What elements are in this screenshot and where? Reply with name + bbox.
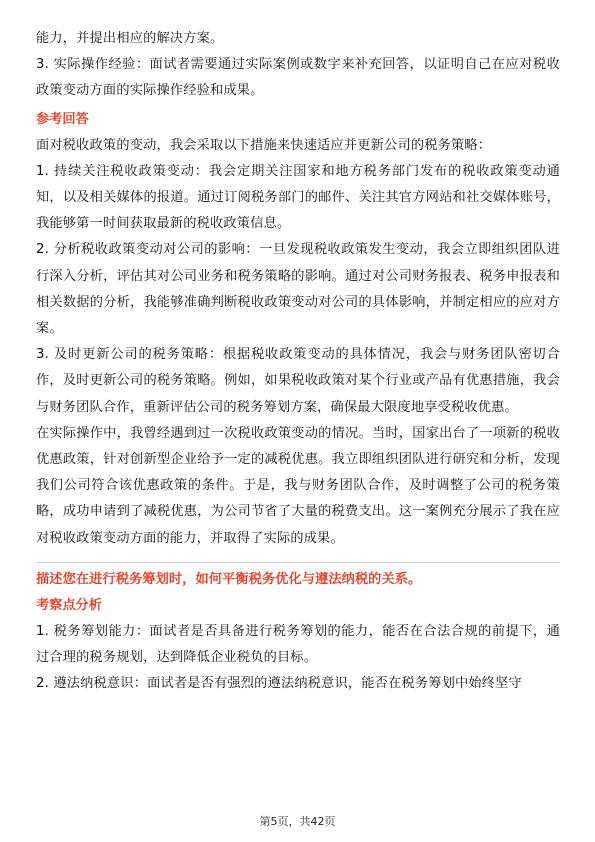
answer-paragraph: 1. 持续关注税收政策变动：我会定期关注国家和地方税务部门发布的税收政策变动通知，以及相关媒体的报道。通过订阅税务部门的邮件、关注其官方网站和社交媒体账号，我能够第一时间获取最新的税收政策信息。: [36, 163, 560, 232]
intro-paragraph: 能力，并提出相应的解决方案。: [36, 31, 224, 46]
analysis-paragraph: 1. 税务筹划能力：面试者是否具备进行税务筹划的能力，能否在合法合规的前提下，通过合理的税务规划，达到降低企业税负的目标。: [36, 623, 560, 666]
question-title: 描述您在进行税务筹划时，如何平衡税务优化与遵法纳税的关系。: [36, 571, 422, 587]
page-content: [36, 26, 560, 697]
analysis-heading: 考察点分析: [36, 597, 102, 613]
section-divider: [36, 562, 560, 563]
answer-paragraph: 在实际操作中，我曾经遇到过一次税收政策变动的情况。当时，国家出台了一项新的税收优惠政策，针对创新型企业给予一定的减税优惠。我立即组织团队进行研究和分析，发现我们公司符合该优惠政策的条件。于是，我与财务团队合作，及时调整了公司的税务策略，成功申请到了减税优惠，为公司节省了大量的税费支出。这一案例充分展示了我在应对税收政策变动方面的能力，并取得了实际的成果。: [36, 425, 560, 546]
answer-heading: 参考回答: [36, 111, 89, 127]
answer-paragraph: 2. 分析税收政策变动对公司的影响：一旦发现税收政策发生变动，我会立即组织团队进行深入分析，评估其对公司业务和税务策略的影响。通过对公司财务报表、税务申报表和相关数据的分析，我能够准确判断税收政策变动对公司的具体影响，并制定相应的应对方案。: [36, 242, 560, 337]
answer-paragraph: 面对税收政策的变动，我会采取以下措施来快速适应并更新公司的税务策略：: [36, 137, 492, 153]
answer-paragraph: 3. 及时更新公司的税务策略：根据税收政策变动的具体情况，我会与财务团队密切合作，及时更新公司的税务策略。例如，如果税收政策对某个行业或产品有优惠措施，我会与财务团队合作，重新评估公司的税务筹划方案，确保最大限度地享受税收优惠。: [36, 347, 560, 415]
intro-paragraph: 3. 实际操作经验：面试者需要通过实际案例或数字来补充回答，以证明自己在应对税收政策变动方面的实际操作经验和成果。: [36, 57, 560, 99]
page-number: 第5页，共42页: [259, 815, 336, 828]
analysis-paragraph: 2. 遵法纳税意识：面试者是否有强烈的遵法纳税意识，能否在税务筹划中始终坚守: [36, 676, 522, 692]
